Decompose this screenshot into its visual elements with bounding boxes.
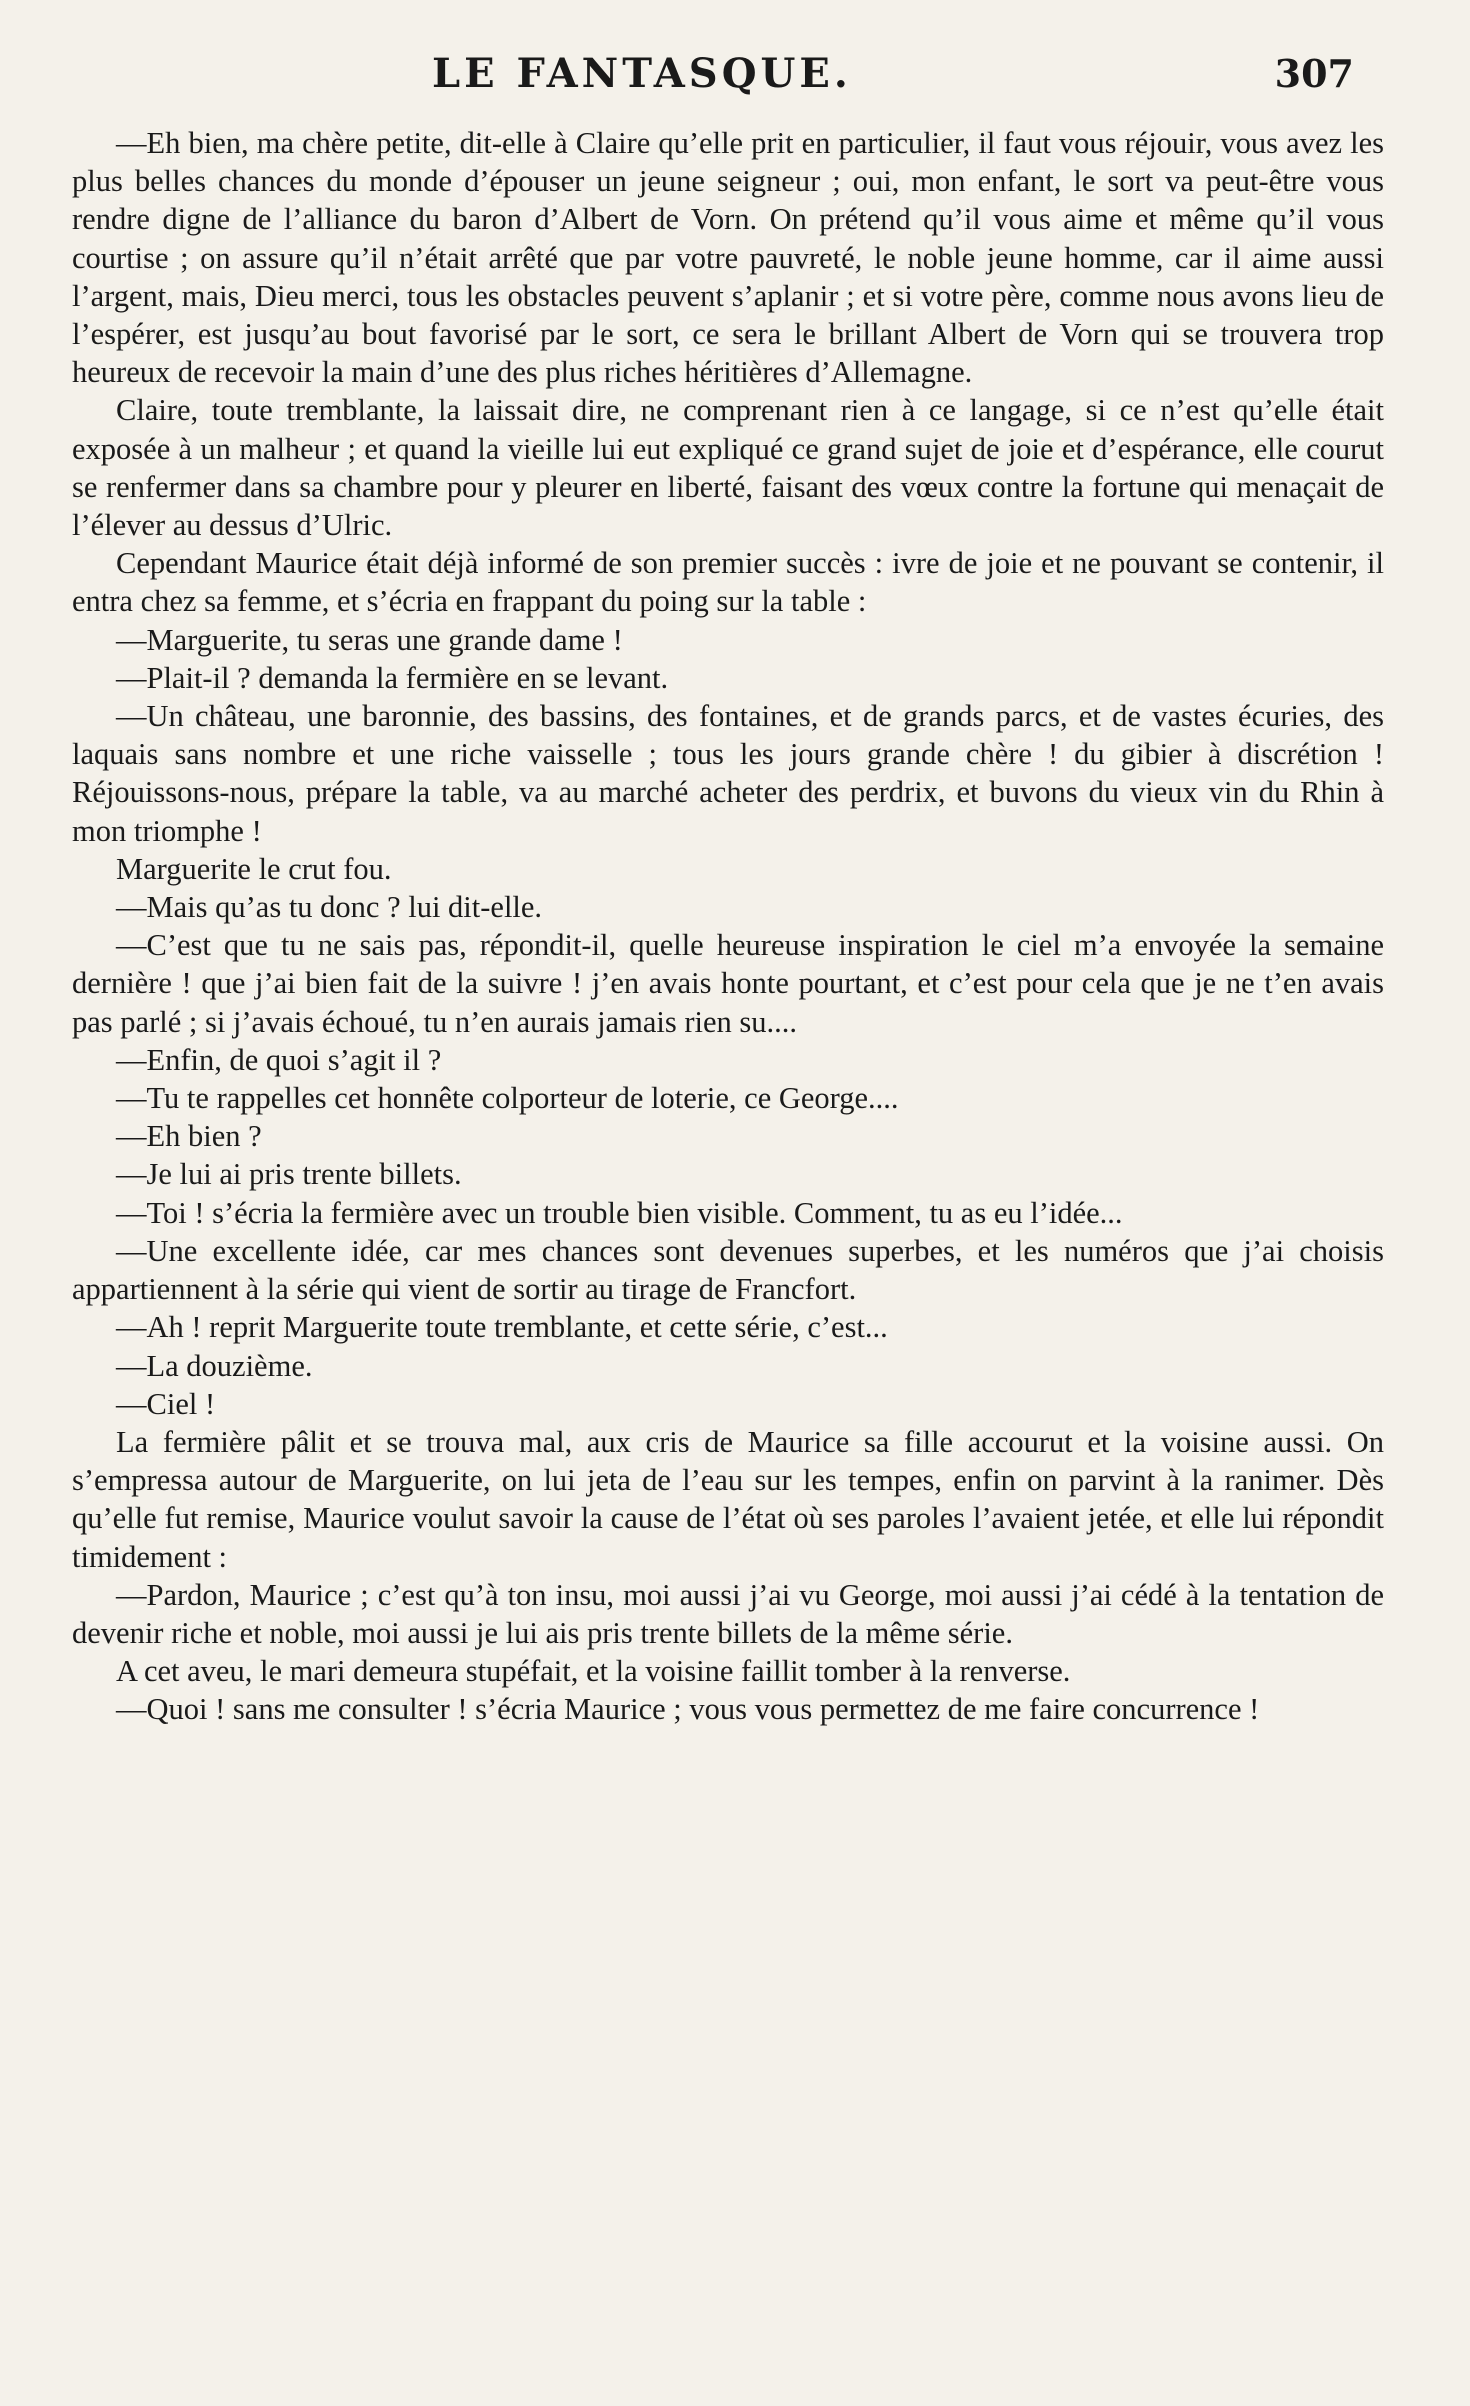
paragraph: —Ah ! reprit Marguerite toute tremblante, et cette série, c’est... [116,1310,888,1345]
paragraph: —La douzième. [116,1348,313,1383]
body-text [72,124,1384,1729]
paragraph: —Eh bien ? [116,1119,262,1154]
paragraph: —Quoi ! sans me consulter ! s’écria Maurice ; vous vous permettez de me faire concurrence ! [116,1692,1260,1727]
paragraph: —Plait-il ? demanda la fermière en se levant. [116,660,669,695]
paragraph: —Un château, une baronnie, des bassins, des fontaines, et de grands parcs, et de vastes écuries, des laquais sans nombre et une riche vaisselle ; tous les jours grande chère ! du gibier à discrétion ! Réjouissons-nous, prépare la table, va au marché acheter des perdrix, et buvons du vieux vin du Rhin à mon triomphe ! [72,699,1384,848]
paragraph: —Marguerite, tu seras une grande dame ! [116,622,623,657]
paragraph: —Toi ! s’écria la fermière avec un trouble bien visible. Comment, tu as eu l’idée... [116,1195,1123,1230]
paragraph: La fermière pâlit et se trouva mal, aux cris de Maurice sa fille accourut et la voisine aussi. On s’empressa autour de Marguerite, on lui jeta de l’eau sur les tempes, enfin on parvint à la ranimer. Dès qu’elle fut remise, Maurice voulut savoir la cause de l’état où ses paroles l’avaient jetée, et elle lui répondit timidement : [72,1424,1384,1574]
paragraph: —Mais qu’as tu donc ? lui dit-elle. [116,890,543,925]
paragraph: —Tu te rappelles cet honnête colporteur de loterie, ce George.... [116,1081,899,1116]
paragraph: —Pardon, Maurice ; c’est qu’à ton insu, moi aussi j’ai vu George, moi aussi j’ai cédé à la tentation de devenir riche et noble, moi aussi je lui ais pris trente billets de la même série. [72,1577,1384,1650]
paragraph: —Je lui ai pris trente billets. [116,1157,462,1192]
paragraph: Marguerite le crut fou. [116,851,392,886]
paragraph: Cependant Maurice était déjà informé de son premier succès : ivre de joie et ne pouvant se contenir, il entra chez sa femme, et s’écria en frappant du poing sur la table : [72,546,1384,619]
paragraph: A cet aveu, le mari demeura stupéfait, et la voisine faillit tomber à la renverse. [116,1654,1071,1689]
paragraph: —Eh bien, ma chère petite, dit-elle à Claire qu’elle prit en particulier, il faut vous réjouir, vous avez les plus belles chances du monde d’épouser un jeune seigneur ; oui, mon enfant, le sort va peut-être vous rendre digne de l’alliance du baron d’Albert de Vorn. On prétend qu’il vous aime et même qu’il vous courtise ; on assure qu’il n’était arrêté que par votre pauvreté, le noble jeune homme, car il aime aussi l’argent, mais, Dieu merci, tous les obstacles peuvent s’aplanir ; et si votre père, comme nous avons lieu de l’espérer, est jusqu’au bout favorisé par le sort, ce sera le brillant Albert de Vorn qui se trouvera trop heureux de recevoir la main d’une des plus riches héritières d’Allemagne. [72,126,1384,390]
paragraph: —Une excellente idée, car mes chances sont devenues superbes, et les numéros que j’ai choisis appartiennent à la série qui vient de sortir au tirage de Francfort. [72,1233,1384,1307]
page-number: 307 [1274,51,1354,96]
running-head [72,36,1384,116]
running-title: LE FANTASQUE. [432,50,852,97]
paragraph: —Enfin, de quoi s’agit il ? [116,1042,442,1077]
paragraph: —Ciel ! [116,1386,216,1421]
paragraph: Claire, toute tremblante, la laissait dire, ne comprenant rien à ce langage, si ce n’est qu’elle était exposée à un malheur ; et quand la vieille lui eut expliqué ce grand sujet de joie et d’espérance, elle courut se renfermer dans sa chambre pour y pleurer en liberté, faisant des vœux contre la fortune qui menaçait de l’élever au dessus d’Ulric. [72,393,1384,543]
paragraph: —C’est que tu ne sais pas, répondit-il, quelle heureuse inspiration le ciel m’a envoyée la semaine dernière ! que j’ai bien fait de la suivre ! j’en avais honte pourtant, et c’est pour cela que je ne t’en avais pas parlé ; si j’avais échoué, tu n’en aurais jamais rien su.... [72,928,1384,1039]
